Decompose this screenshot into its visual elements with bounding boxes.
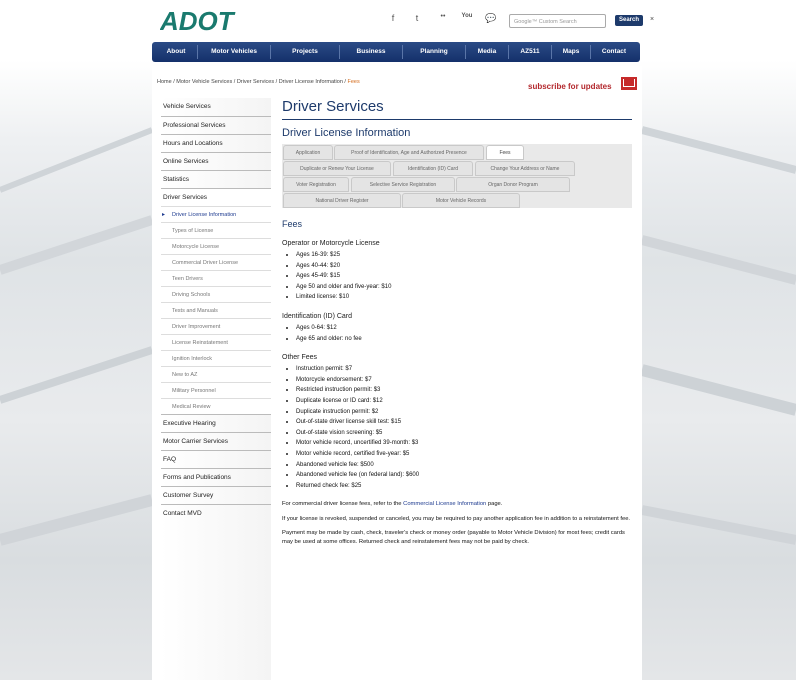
list-item: Abandoned vehicle fee (on federal land): $600	[296, 470, 632, 481]
breadcrumb-motor-vehicle-services[interactable]: Motor Vehicle Services	[176, 79, 233, 85]
sidebar-item-online-services[interactable]: Online Services	[161, 152, 271, 170]
breadcrumb-home[interactable]: Home	[157, 79, 172, 85]
title-divider	[282, 119, 632, 120]
sidebar-item-contact-mvd[interactable]: Contact MVD	[161, 504, 271, 522]
nav-business[interactable]: Business	[356, 48, 386, 55]
nav-projects[interactable]: Projects	[292, 48, 318, 55]
list-item: Motor vehicle record, uncertified 39-month: $3	[296, 438, 632, 449]
page-title: Driver Services	[282, 98, 384, 115]
nav-about[interactable]: About	[166, 48, 186, 55]
sidebar-subitem-types-of-license[interactable]: Types of License	[161, 222, 271, 238]
nav-az511[interactable]: AZ511	[520, 48, 540, 55]
nav-planning[interactable]: Planning	[420, 48, 448, 55]
operator-license-heading: Operator or Motorcycle License	[282, 240, 380, 247]
payment-note: Payment may be made by cash, check, traveler's check or money order (payable to Motor Vehicle Division) for most fees; credit cards may be used at some offices. Returned check and reinstatement fees may not be paid by check.	[282, 530, 625, 545]
search-button[interactable]: Search	[615, 15, 643, 26]
breadcrumb	[157, 79, 360, 85]
id-card-heading: Identification (ID) Card	[282, 312, 353, 320]
breadcrumb-driver-services[interactable]: Driver Services	[236, 79, 275, 85]
tab-motor-vehicle-records[interactable]: Motor Vehicle Records	[402, 193, 520, 208]
section-title: Driver License Information	[282, 127, 411, 139]
breadcrumb-separator: /	[274, 79, 279, 85]
sidebar-item-forms-and-publications[interactable]: Forms and Publications	[161, 468, 271, 486]
tab-duplicate-or-renew[interactable]: Duplicate or Renew Your License	[283, 161, 391, 176]
tab-change-address-or-name[interactable]: Change Your Address or Name	[475, 161, 575, 176]
nav-contact[interactable]: Contact	[601, 48, 627, 55]
list-item: Limited license: $10	[296, 292, 632, 303]
search-input[interactable]: Google™ Custom Search	[509, 14, 606, 28]
sidebar-item-faq[interactable]: FAQ	[161, 450, 271, 468]
list-item: Age 50 and older and five-year: $10	[296, 282, 632, 293]
breadcrumb-separator: /	[232, 79, 237, 85]
fees-heading: Fees	[282, 219, 303, 229]
adot-logo[interactable]	[160, 8, 278, 34]
sidebar-item-executive-hearing[interactable]: Executive Hearing	[161, 414, 271, 432]
info-tabs	[282, 144, 632, 208]
sidebar-item-vehicle-services[interactable]: Vehicle Services	[163, 103, 211, 110]
operator-license-fees	[282, 250, 632, 303]
site-header	[0, 0, 796, 42]
nav-media[interactable]: Media	[477, 48, 497, 55]
nav-maps[interactable]: Maps	[562, 48, 580, 55]
list-item: Out-of-state driver license skill test: $15	[296, 417, 632, 428]
note-text: page.	[486, 501, 503, 508]
list-item: Age 65 and older: no fee	[296, 334, 632, 345]
nav-motor-vehicles[interactable]: Motor Vehicles	[211, 48, 257, 55]
tab-identification-card[interactable]: Identification (ID) Card	[393, 161, 473, 176]
facebook-icon[interactable]: f	[391, 13, 395, 23]
sidebar	[161, 98, 271, 680]
sidebar-subitem-commercial-driver-license[interactable]: Commercial Driver License	[161, 254, 271, 270]
list-item: Instruction permit: $7	[296, 364, 632, 375]
sidebar-subitem-tests-and-manuals[interactable]: Tests and Manuals	[161, 302, 271, 318]
svg-text:ADOT: ADOT	[160, 8, 234, 34]
list-item: Ages 40-44: $20	[296, 261, 632, 272]
list-item: Abandoned vehicle fee: $500	[296, 460, 632, 471]
list-item: Ages 45-49: $15	[296, 271, 632, 282]
other-fees-list	[282, 364, 632, 491]
chat-icon[interactable]: 💬	[485, 13, 497, 23]
mail-icon[interactable]	[621, 77, 637, 90]
sidebar-subitem-driver-improvement[interactable]: Driver Improvement	[161, 318, 271, 334]
sidebar-subitem-ignition-interlock[interactable]: Ignition Interlock	[161, 350, 271, 366]
list-item: Ages 0-64: $12	[296, 323, 632, 334]
main-nav	[152, 42, 640, 62]
youtube-icon[interactable]: You	[461, 13, 473, 19]
breadcrumb-separator: /	[171, 79, 177, 85]
sidebar-item-driver-services[interactable]: Driver Services	[161, 188, 271, 206]
sidebar-subitem-military-personnel[interactable]: Military Personnel	[161, 382, 271, 398]
tab-voter-registration[interactable]: Voter Registration	[283, 177, 349, 192]
main-content	[282, 97, 632, 546]
list-item: Returned check fee: $25	[296, 481, 632, 492]
sidebar-subitem-driver-license-information[interactable]: ▸ Driver License Information	[161, 206, 271, 222]
tab-organ-donor-program[interactable]: Organ Donor Program	[456, 177, 570, 192]
breadcrumb-driver-license-information[interactable]: Driver License Information	[278, 79, 343, 85]
clear-search-icon[interactable]: ×	[650, 16, 655, 23]
tab-proof-of-identification[interactable]: Proof of Identification, Age and Authorized Presence	[334, 145, 484, 160]
list-item: Motorcycle endorsement: $7	[296, 375, 632, 386]
flickr-icon[interactable]: ••	[440, 13, 446, 20]
list-item: Motor vehicle record, certified five-year: $5	[296, 449, 632, 460]
commercial-fees-note	[282, 500, 634, 509]
subscribe-link[interactable]: subscribe for updates	[528, 82, 612, 91]
sidebar-item-customer-survey[interactable]: Customer Survey	[161, 486, 271, 504]
sidebar-subitem-license-reinstatement[interactable]: License Reinstatement	[161, 334, 271, 350]
note-text: For commercial driver license fees, refer to the	[282, 501, 404, 508]
list-item: Duplicate instruction permit: $2	[296, 407, 632, 418]
tab-national-driver-register[interactable]: National Driver Register	[283, 193, 401, 208]
breadcrumb-separator: /	[342, 79, 348, 85]
sidebar-subitem-motorcycle-license[interactable]: Motorcycle License	[161, 238, 271, 254]
tab-application[interactable]: Application	[283, 145, 333, 160]
sidebar-item-statistics[interactable]: Statistics	[161, 170, 271, 188]
sidebar-item-motor-carrier-services[interactable]: Motor Carrier Services	[161, 432, 271, 450]
sidebar-item-professional-services[interactable]: Professional Services	[161, 116, 271, 134]
page-body	[152, 66, 642, 680]
id-card-fees	[282, 323, 632, 344]
sidebar-item-hours-and-locations[interactable]: Hours and Locations	[161, 134, 271, 152]
sidebar-subitem-driving-schools[interactable]: Driving Schools	[161, 286, 271, 302]
sidebar-subitem-teen-drivers[interactable]: Teen Drivers	[161, 270, 271, 286]
list-item: Restricted instruction permit: $3	[296, 385, 632, 396]
sidebar-subitem-medical-review[interactable]: Medical Review	[161, 398, 271, 414]
list-item: Out-of-state vision screening: $5	[296, 428, 632, 439]
revoked-license-note: If your license is revoked, suspended or canceled, you may be required to pay another application fee in addition to a reinstatement fee.	[282, 515, 631, 522]
commercial-license-link[interactable]: Commercial License Information	[403, 501, 487, 508]
list-item: Ages 16-39: $25	[296, 250, 632, 261]
list-item: Duplicate license or ID card: $12	[296, 396, 632, 407]
twitter-icon[interactable]: t	[415, 13, 419, 23]
sidebar-subitem-new-to-az[interactable]: New to AZ	[161, 366, 271, 382]
breadcrumb-current: Fees	[347, 79, 360, 85]
tab-fees[interactable]: Fees	[486, 145, 524, 160]
tab-selective-service-registration[interactable]: Selective Service Registration	[351, 177, 455, 192]
other-fees-heading: Other Fees	[282, 354, 318, 362]
